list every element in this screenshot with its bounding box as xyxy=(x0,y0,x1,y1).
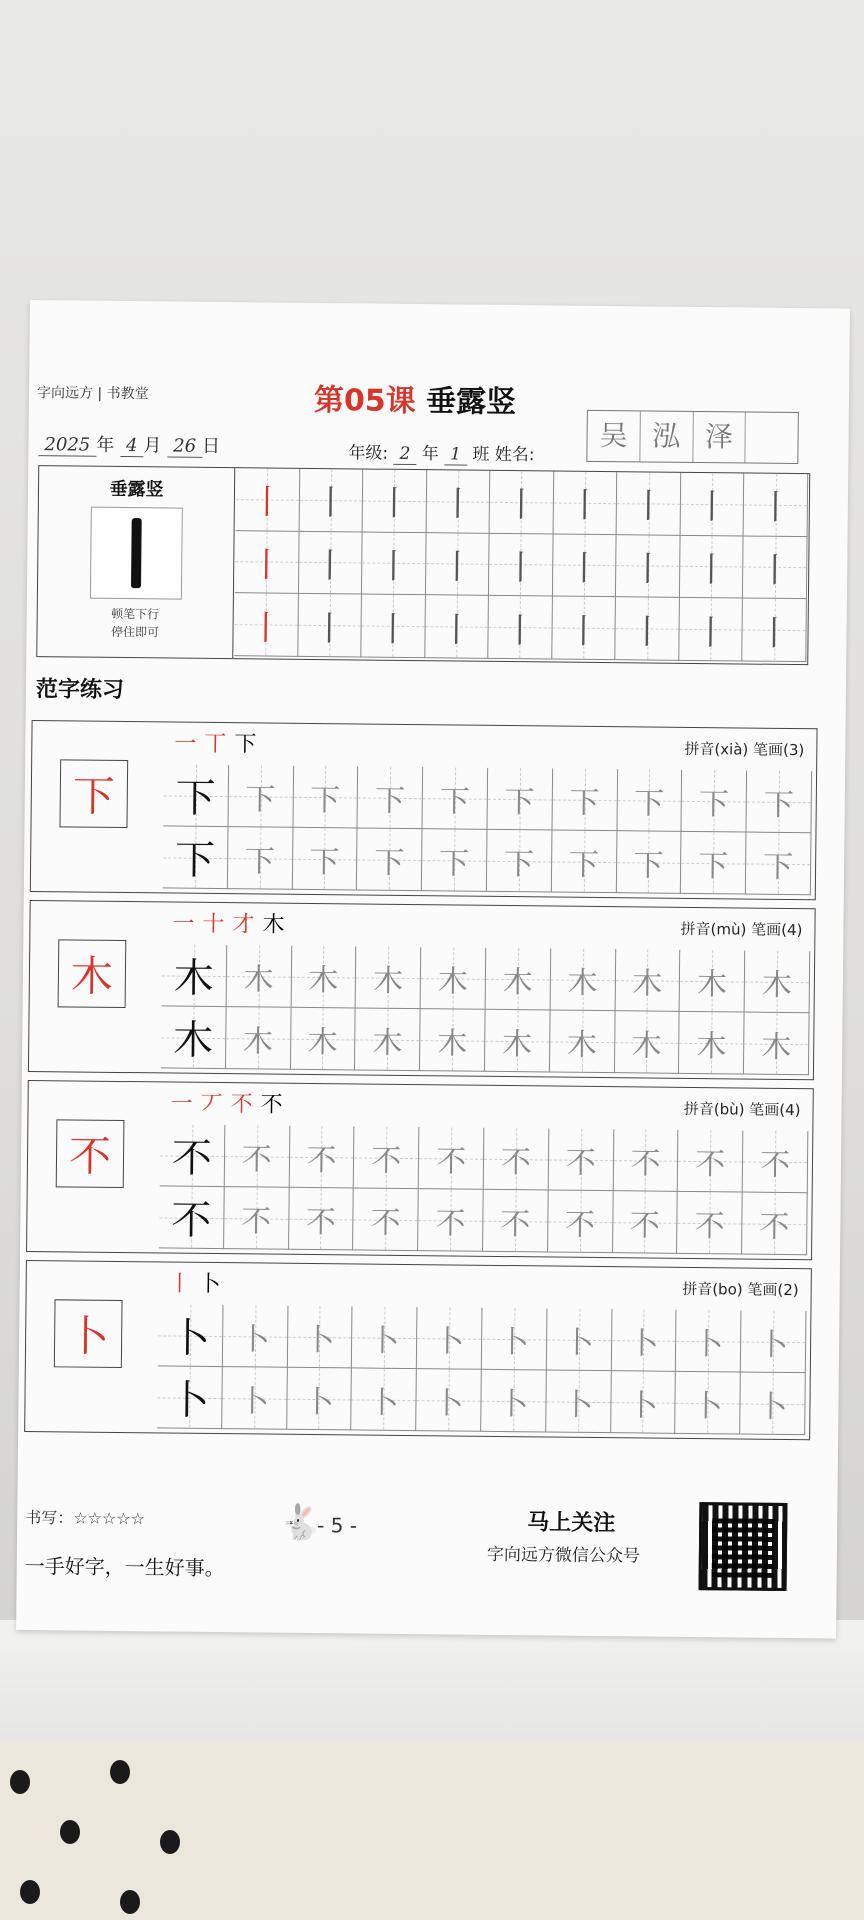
practice-cell xyxy=(744,1013,809,1076)
practice-cell xyxy=(356,946,421,1009)
polka-dot-cloth xyxy=(0,1740,864,1920)
year-value: 2025 xyxy=(38,434,96,457)
stroke-grid-cell xyxy=(680,473,744,536)
practice-cell xyxy=(747,771,812,834)
practice-glyph: 下 xyxy=(763,787,795,823)
practice-glyph: 卜 xyxy=(368,1385,399,1421)
practice-cell xyxy=(678,1130,743,1193)
practice-glyph: 下 xyxy=(309,844,340,880)
practice-glyph: 木 xyxy=(566,1027,598,1063)
practice-cell xyxy=(677,1192,742,1255)
character-block xyxy=(28,900,816,1080)
practice-cell xyxy=(416,1369,481,1432)
character-block xyxy=(26,1080,814,1260)
practice-glyph: 不 xyxy=(171,1197,212,1244)
practice-cell xyxy=(291,1008,356,1071)
practice-glyph: 不 xyxy=(241,1141,272,1178)
stroke-order-step: 丅 xyxy=(204,731,227,758)
stroke-glyph: 丨 xyxy=(439,609,474,651)
stroke-grid-cell xyxy=(616,535,680,598)
stroke-grid-cell xyxy=(234,593,298,656)
stroke-grid-cell xyxy=(679,598,743,661)
stroke-order-step: 卜 xyxy=(198,1271,221,1298)
practice-glyph: 下 xyxy=(245,781,276,818)
model-character: 卜 xyxy=(54,1299,123,1368)
practice-cell xyxy=(745,951,810,1014)
stroke-glyph: 丨 xyxy=(693,612,728,653)
practice-glyph: 下 xyxy=(175,775,216,822)
stroke-glyph: 丨 xyxy=(249,545,284,586)
practice-cell xyxy=(679,1012,744,1075)
practice-glyph: 不 xyxy=(695,1146,726,1182)
stroke-grid-cell xyxy=(552,597,616,660)
practice-cell xyxy=(548,1190,613,1253)
practice-glyph: 卜 xyxy=(433,1385,464,1422)
practice-glyph: 下 xyxy=(763,849,794,885)
stroke-tip: 停住即可 xyxy=(110,624,160,640)
practice-cell xyxy=(676,1310,741,1373)
practice-glyph: 不 xyxy=(306,1142,337,1178)
stroke-grid-cell xyxy=(489,533,553,596)
practice-cell xyxy=(550,1010,615,1073)
stroke-grid-cell xyxy=(298,531,362,594)
lesson-topic: 垂露竖 xyxy=(425,384,517,421)
stroke-tip: 顿笔下行 xyxy=(111,606,160,622)
practice-cell xyxy=(157,1366,222,1429)
practice-glyph: 木 xyxy=(308,962,339,998)
stroke-glyph: 丨 xyxy=(567,485,603,527)
stroke-glyph: 丨 xyxy=(567,548,602,589)
practice-glyph: 卜 xyxy=(757,1389,788,1425)
stroke-glyph: 丨 xyxy=(377,483,412,525)
practice-glyph: 不 xyxy=(305,1204,337,1240)
practice-cell xyxy=(681,832,746,895)
stroke-glyph: 丨 xyxy=(504,485,539,526)
stroke-grid-cell xyxy=(553,534,617,597)
stroke-glyph: 丨 xyxy=(694,487,730,528)
stroke-glyph: 丨 xyxy=(312,545,348,587)
practice-glyph: 不 xyxy=(629,1207,661,1244)
stroke-order-step: 才 xyxy=(232,912,255,938)
practice-glyph: 不 xyxy=(435,1205,466,1242)
practice-cell xyxy=(546,1370,611,1433)
practice-cell xyxy=(161,1006,226,1069)
stroke-glyph: 丨 xyxy=(249,482,285,523)
practice-cell xyxy=(222,1367,287,1430)
practice-cell xyxy=(613,1129,678,1192)
practice-cell xyxy=(482,1308,547,1371)
stroke-name: 垂露竖 xyxy=(109,478,164,501)
stroke-order-step: 木 xyxy=(262,912,285,938)
name-char: 泽 xyxy=(693,412,746,463)
stroke-grid-cell xyxy=(236,468,300,531)
practice-cell xyxy=(228,765,293,828)
model-character: 下 xyxy=(59,759,128,828)
practice-glyph: 卜 xyxy=(169,1315,211,1362)
practice-glyph: 下 xyxy=(244,843,276,880)
pinyin-info: 拼音(bù) 笔画(4) xyxy=(683,1099,801,1120)
practice-glyph: 下 xyxy=(503,846,535,882)
rating-stars: 书写：☆☆☆☆☆ xyxy=(25,1508,146,1529)
practice-cell xyxy=(228,827,293,890)
practice-cell xyxy=(357,828,422,891)
grade-field xyxy=(348,438,534,465)
class-year-label: 年 xyxy=(421,444,439,465)
month-value: 4 xyxy=(120,435,144,457)
page-title xyxy=(314,375,517,421)
practice-glyph: 木 xyxy=(567,965,598,1001)
stroke-practice-box xyxy=(36,465,810,665)
practice-glyph: 木 xyxy=(372,1025,403,1061)
practice-glyph: 下 xyxy=(698,848,729,884)
practice-glyph: 木 xyxy=(172,1017,214,1064)
practice-glyph: 卜 xyxy=(692,1388,723,1424)
practice-glyph: 下 xyxy=(504,784,535,820)
practice-glyph: 不 xyxy=(694,1208,725,1244)
practice-glyph: 卜 xyxy=(693,1326,724,1362)
practice-cell xyxy=(355,1008,420,1071)
stroke-glyph: 丨 xyxy=(375,609,411,650)
wechat-caption: 字向远方微信公众号 xyxy=(486,1544,640,1567)
practice-glyph: 卜 xyxy=(563,1325,594,1361)
practice-glyph: 木 xyxy=(502,964,533,1000)
model-character: 不 xyxy=(56,1119,125,1188)
practice-glyph: 不 xyxy=(630,1145,661,1182)
practice-cell xyxy=(680,950,745,1013)
practice-cell xyxy=(289,1126,354,1189)
day-label: 日 xyxy=(202,435,221,457)
practice-cell xyxy=(352,1368,417,1431)
year-label: 年 xyxy=(96,434,115,456)
practice-glyph: 不 xyxy=(759,1209,790,1245)
practice-glyph: 木 xyxy=(173,955,215,1002)
class-value: 1 xyxy=(444,444,467,465)
practice-glyph: 不 xyxy=(500,1206,531,1242)
practice-cell xyxy=(486,948,551,1011)
stroke-order xyxy=(170,1087,290,1119)
practice-glyph: 不 xyxy=(171,1135,213,1182)
pinyin-info: 拼音(mù) 笔画(4) xyxy=(680,919,803,940)
rabbit-icon: 🐇 xyxy=(279,1502,322,1544)
practice-cell xyxy=(742,1193,807,1256)
practice-cell xyxy=(163,764,228,827)
motto: 一手好字，一生好事。 xyxy=(24,1554,225,1581)
stroke-grid-cell xyxy=(425,595,489,658)
practice-cell xyxy=(160,1124,225,1187)
practice-glyph: 不 xyxy=(240,1203,272,1240)
practice-cell xyxy=(611,1371,676,1434)
practice-cell xyxy=(682,770,747,833)
worksheet-paper xyxy=(16,300,850,1639)
day-value: 26 xyxy=(167,435,202,457)
practice-glyph: 不 xyxy=(759,1147,791,1183)
practice-cell xyxy=(615,949,680,1012)
practice-glyph: 木 xyxy=(632,965,663,1002)
stroke-order-step: 丆 xyxy=(200,1091,223,1118)
brand-logo: 字向远方 | 书教堂 xyxy=(36,385,149,403)
stroke-grid-cell xyxy=(426,533,490,596)
stroke-order-step: 下 xyxy=(234,732,257,758)
practice-glyph: 不 xyxy=(435,1143,467,1180)
stroke-glyph: 丨 xyxy=(566,611,601,652)
practice-cell xyxy=(226,945,291,1008)
stroke-glyph: 丨 xyxy=(248,607,284,649)
practice-glyph: 木 xyxy=(696,1028,727,1064)
practice-glyph: 下 xyxy=(374,845,405,881)
stroke-glyph: 丨 xyxy=(757,613,792,654)
practice-cell xyxy=(354,1126,419,1189)
practice-glyph: 卜 xyxy=(757,1327,789,1363)
practice-cell xyxy=(483,1190,548,1253)
practice-cell xyxy=(226,1007,291,1070)
practice-glyph: 下 xyxy=(310,782,341,818)
practice-glyph: 卜 xyxy=(303,1384,335,1420)
practice-cell xyxy=(358,766,423,829)
stroke-order xyxy=(169,1267,229,1299)
practice-cell xyxy=(293,766,358,829)
model-character: 木 xyxy=(58,939,127,1008)
practice-glyph: 木 xyxy=(437,963,469,1000)
practice-cell xyxy=(292,828,357,891)
name-box xyxy=(586,410,799,464)
follow-heading: 马上关注 xyxy=(527,1510,616,1537)
stroke-glyph: 丨 xyxy=(630,549,666,590)
stroke-glyph: 丨 xyxy=(758,487,793,529)
practice-glyph: 卜 xyxy=(562,1387,594,1423)
stroke-grid-cell xyxy=(490,471,554,534)
practice-glyph: 木 xyxy=(761,1029,792,1065)
stroke-glyph: 丨 xyxy=(440,484,476,525)
stroke-glyph: 丨 xyxy=(631,486,666,527)
stroke-order xyxy=(174,727,264,759)
practice-cell xyxy=(287,1306,352,1369)
stroke-glyph: 丨 xyxy=(694,549,729,591)
practice-glyph: 木 xyxy=(761,967,793,1003)
practice-glyph: 卜 xyxy=(169,1377,210,1424)
practice-cell xyxy=(420,1009,485,1072)
stroke-glyph: 丨 xyxy=(312,608,347,649)
practice-glyph: 下 xyxy=(698,786,730,822)
practice-cell xyxy=(159,1186,224,1249)
practice-cell xyxy=(552,769,617,832)
practice-cell xyxy=(419,1127,484,1190)
practice-glyph: 木 xyxy=(242,1023,274,1060)
stroke-glyph: 丨 xyxy=(376,546,411,587)
stroke-grid-cell xyxy=(426,470,490,533)
practice-cell xyxy=(550,948,615,1011)
practice-cell xyxy=(224,1187,289,1250)
practice-glyph: 木 xyxy=(372,963,404,999)
practice-cell xyxy=(617,769,682,832)
date-field xyxy=(38,430,220,458)
practice-cell xyxy=(485,1010,550,1073)
stroke-grid-cell xyxy=(362,532,426,595)
practice-glyph: 下 xyxy=(174,837,216,884)
practice-glyph: 卜 xyxy=(627,1387,659,1424)
stroke-glyph: 丨 xyxy=(629,611,665,653)
practice-cell xyxy=(481,1370,546,1433)
practice-glyph: 下 xyxy=(633,847,664,884)
stroke-grid-cell xyxy=(617,472,681,535)
practice-grid xyxy=(159,1124,808,1255)
month-label: 月 xyxy=(143,435,162,457)
practice-cell xyxy=(223,1305,288,1368)
practice-cell xyxy=(613,1191,678,1254)
character-block xyxy=(30,720,818,900)
practice-glyph: 不 xyxy=(500,1144,532,1180)
stroke-glyph: 丨 xyxy=(503,547,538,589)
class-label: 班 姓名: xyxy=(472,444,535,466)
name-char xyxy=(746,413,798,464)
practice-grid xyxy=(157,1304,806,1435)
practice-glyph: 卜 xyxy=(369,1323,400,1359)
practice-cell xyxy=(616,831,681,894)
stroke-glyph: 丨 xyxy=(502,610,538,651)
practice-cell xyxy=(163,826,228,889)
practice-glyph: 不 xyxy=(564,1207,596,1243)
practice-glyph: 不 xyxy=(371,1143,402,1179)
stroke-order-step: 一 xyxy=(170,1091,193,1117)
page-number: - 5 - xyxy=(317,1513,358,1538)
stroke-grid xyxy=(234,468,808,662)
practice-cell xyxy=(743,1131,808,1194)
section-title: 范字练习 xyxy=(35,677,125,704)
practice-glyph: 卜 xyxy=(434,1323,465,1360)
stroke-grid-cell xyxy=(743,536,807,599)
practice-cell xyxy=(611,1309,676,1372)
practice-cell xyxy=(423,767,488,830)
pinyin-info: 拼音(bo) 笔画(2) xyxy=(682,1279,799,1300)
stroke-order-step: 一 xyxy=(174,731,197,757)
stroke-grid-cell xyxy=(363,470,427,533)
practice-grid xyxy=(161,944,810,1075)
stroke-order-step: 十 xyxy=(202,911,225,938)
practice-glyph: 卜 xyxy=(304,1322,335,1358)
practice-glyph: 卜 xyxy=(498,1324,530,1360)
practice-glyph: 下 xyxy=(439,845,470,882)
practice-cell xyxy=(422,829,487,892)
practice-cell xyxy=(417,1307,482,1370)
grade-value: 2 xyxy=(393,444,416,465)
practice-glyph: 木 xyxy=(437,1025,468,1062)
stroke-order-step: 丨 xyxy=(168,1271,191,1297)
practice-cell xyxy=(552,830,617,893)
practice-cell xyxy=(291,946,356,1009)
stroke-grid-cell xyxy=(235,531,299,594)
practice-glyph: 下 xyxy=(569,785,600,821)
practice-cell xyxy=(421,947,486,1010)
practice-glyph: 下 xyxy=(568,847,599,883)
practice-grid xyxy=(163,764,812,895)
practice-glyph: 不 xyxy=(370,1205,401,1241)
stroke-grid-cell xyxy=(744,473,808,536)
practice-cell xyxy=(418,1189,483,1252)
practice-glyph: 卜 xyxy=(628,1325,659,1362)
practice-cell xyxy=(615,1011,680,1074)
practice-glyph: 卜 xyxy=(238,1383,270,1420)
practice-glyph: 下 xyxy=(374,783,406,819)
practice-glyph: 下 xyxy=(439,783,471,820)
stroke-order xyxy=(172,907,292,939)
stroke-grid-cell xyxy=(361,595,425,658)
name-char: 吴 xyxy=(587,411,640,462)
stroke-glyph: 丨 xyxy=(313,483,348,524)
practice-cell xyxy=(487,768,552,831)
stroke-grid-cell xyxy=(680,535,744,598)
character-block xyxy=(24,1260,812,1440)
practice-cell xyxy=(225,1125,290,1188)
practice-glyph: 卜 xyxy=(498,1386,529,1422)
stroke-grid-cell xyxy=(298,594,362,657)
qr-code-icon xyxy=(699,1502,788,1591)
practice-cell xyxy=(484,1128,549,1191)
stroke-diagram xyxy=(89,507,182,600)
grade-label: 年级: xyxy=(348,443,389,464)
stroke-grid-cell xyxy=(299,469,363,532)
stroke-grid-cell xyxy=(553,471,617,534)
practice-glyph: 木 xyxy=(631,1027,662,1064)
practice-cell xyxy=(741,1311,806,1374)
practice-cell xyxy=(158,1304,223,1367)
practice-cell xyxy=(547,1308,612,1371)
stroke-order-step: 不 xyxy=(230,1092,253,1118)
practice-glyph: 不 xyxy=(565,1145,596,1181)
practice-cell xyxy=(549,1128,614,1191)
practice-glyph: 木 xyxy=(307,1024,338,1060)
practice-glyph: 下 xyxy=(634,785,665,822)
practice-glyph: 卜 xyxy=(239,1321,270,1358)
stroke-order-step: 不 xyxy=(260,1092,283,1118)
table-edge xyxy=(0,1620,864,1740)
practice-glyph: 木 xyxy=(501,1026,533,1062)
stroke-order-step: 一 xyxy=(172,911,195,937)
practice-cell xyxy=(162,944,227,1007)
practice-glyph: 木 xyxy=(243,961,274,998)
name-char: 泓 xyxy=(640,411,693,462)
lesson-number: 第05课 xyxy=(313,382,416,420)
practice-cell xyxy=(676,1372,741,1435)
practice-glyph: 木 xyxy=(696,966,728,1002)
practice-cell xyxy=(746,833,811,896)
stroke-example xyxy=(37,466,235,658)
practice-cell xyxy=(289,1188,354,1251)
practice-cell xyxy=(352,1306,417,1369)
stroke-glyph: 丨 xyxy=(757,550,793,591)
stroke-grid-cell xyxy=(743,599,807,662)
practice-cell xyxy=(740,1373,805,1436)
pinyin-info: 拼音(xià) 笔画(3) xyxy=(684,739,805,760)
practice-cell xyxy=(353,1188,418,1251)
stroke-grid-cell xyxy=(488,596,552,659)
stroke-glyph: 丨 xyxy=(439,547,475,588)
stroke-grid-cell xyxy=(616,597,680,660)
practice-cell xyxy=(287,1368,352,1431)
practice-cell xyxy=(487,830,552,893)
